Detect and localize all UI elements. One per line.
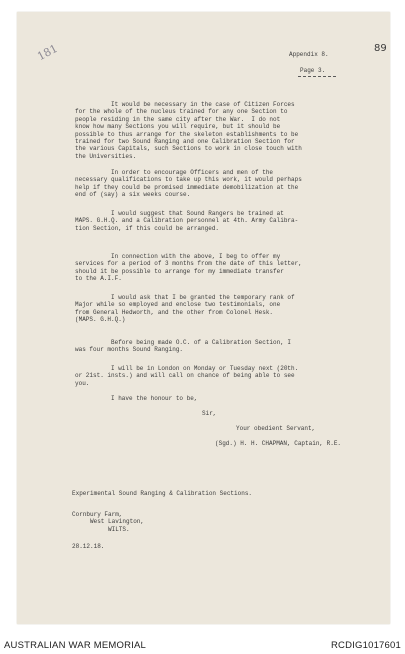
valediction: Your obedient Servant,: [236, 425, 316, 432]
signature-line: (Sgd.) H. H. CHAPMAN, Captain, R.E.: [215, 440, 342, 447]
salutation: Sir,: [202, 410, 217, 417]
footer-institution: AUSTRALIAN WAR MEMORIAL: [4, 640, 147, 651]
sender-address: Cornbury Farm, West Lavington, WILTS.: [72, 511, 145, 533]
paragraph-offer-services: In connection with the above, I beg to offer my services for a period of 3 months from the date of this letter, should it be possible to arrange for my immediate transfer to the A.I.F.: [75, 253, 302, 283]
paragraph-citizen-forces: It would be necessary in the case of Citizen Forces for the whole of the nucleus trained for any one Section to people residing in the same city after the War. I do not know how many Sections you will require, but it should be possible to thus arrange for the skeleton establishments to be trained for two Sound Ranging and one Calibration Section for the various Capitals, such Sections to work in close touch with the Universities.: [75, 101, 302, 160]
paragraph-honour: I have the honour to be,: [75, 395, 198, 402]
paragraph-london-visit: I will be in London on Monday or Tuesday next (20th. or 21st. insts.) and will call on chance of being able to see you.: [75, 365, 299, 387]
document-page: [17, 12, 390, 624]
letter-date: 28.12.18.: [72, 543, 105, 550]
paragraph-sound-ranging: Before being made O.C. of a Calibration Section, I was four months Sound Ranging.: [75, 339, 292, 354]
appendix-heading: Appendix 8.: [289, 51, 329, 58]
page-number: Page 3.: [300, 67, 326, 74]
pencil-folio-number: 181: [35, 41, 60, 64]
dashed-underline: [298, 76, 336, 77]
ink-folio-number: 89: [374, 43, 387, 54]
paragraph-temporary-rank: I would ask that I be granted the temporary rank of Major while so employed and enclose two testimonials, one from General Hedworth, and the other from Colonel Hesk. (MAPS. G.H.Q.): [75, 294, 295, 324]
paragraph-training-suggestion: I would suggest that Sound Rangers be trained at MAPS. G.H.Q. and a Calibration personnel at 4th. Army Calibra- tion Section, if this could be arranged.: [75, 210, 299, 232]
paragraph-encourage-officers: In order to encourage Officers and men of the necessary qualifications to take up this work, it would perhaps help if they could be promised immediate demobilization at the end of (say) a six weeks course.: [75, 169, 302, 199]
footer-record-id: RCDIG1017601: [331, 640, 401, 651]
sender-unit: Experimental Sound Ranging & Calibration Sections.: [72, 490, 253, 497]
